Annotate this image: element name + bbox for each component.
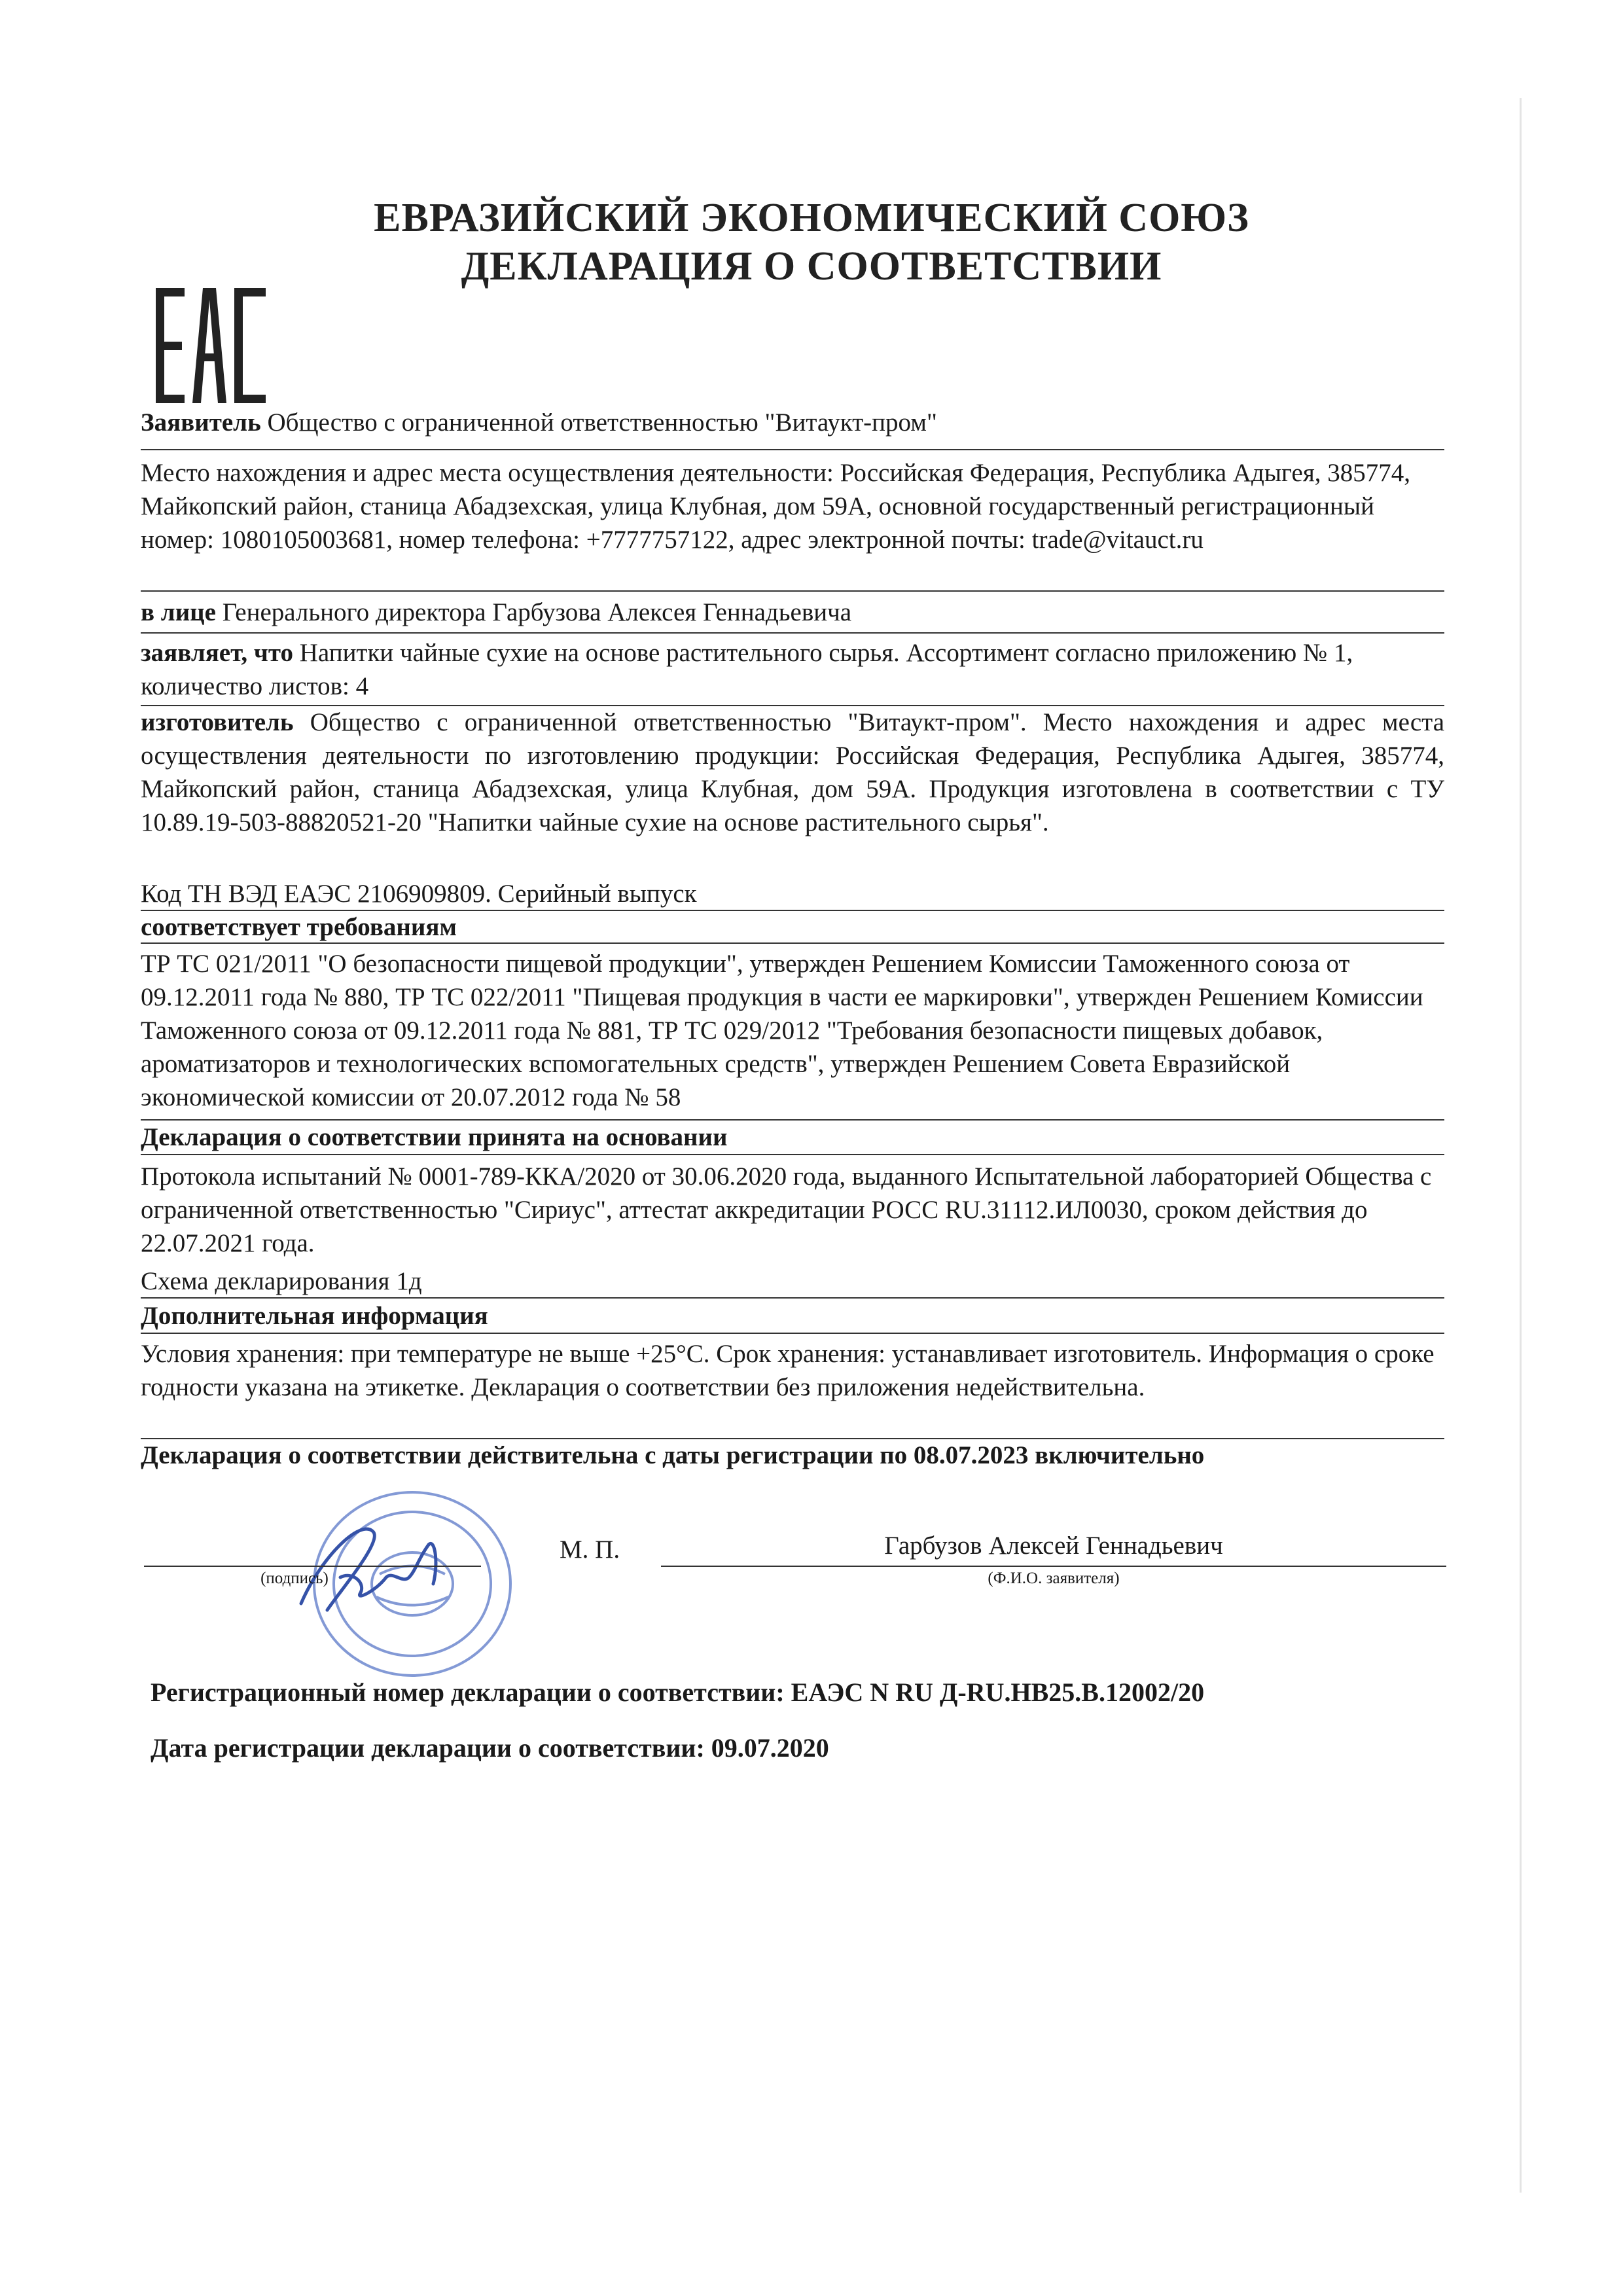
applicant-address: Место нахождения и адрес места осуществления деятельности: Российская Федерация, Республика Адыгея, 385774, Майкопский район, станица Абадзехская, улица Клубная, дом 59А, основной государственный регистрационный номер: 1080105003681, номер телефона: +7777757122, адрес электронной почты: trade@vitauct.ru	[141, 459, 1411, 554]
manufacturer-label: изготовитель	[141, 708, 294, 736]
additional-label: Дополнительная информация	[141, 1302, 488, 1330]
validity-statement: Декларация о соответствии действительна с даты регистрации по 08.07.2023 включительно	[141, 1441, 1205, 1469]
requirements-label: соответствует требованиям	[141, 913, 457, 941]
applicant-full-name: Гарбузов Алексей Геннадьевич	[884, 1532, 1223, 1560]
registration-date: 09.07.2020	[711, 1733, 829, 1763]
representative-label: в лице	[141, 598, 216, 626]
name-caption: (Ф.И.О. заявителя)	[988, 1570, 1120, 1587]
registration-number-row	[151, 1676, 1454, 1709]
divider	[141, 1297, 1444, 1299]
declares-text: Напитки чайные сухие на основе растительного сырья. Ассортимент согласно приложению № 1, количество листов: 4	[141, 639, 1353, 700]
manufacturer-text: Общество с ограниченной ответственностью "Витаукт-пром". Место нахождения и адрес места осуществления деятельности по изготовлению продукции: Российская Федерация, Республика Адыгея, 385774, Майкопский район, станица Абадзехская, улица Клубная, дом 59А. Продукция изготовлена в соответствии с ТУ 10.89.19-503-88820521-20 "Напитки чайные сухие на основе растительного сырья".	[141, 708, 1445, 836]
additional-text: Условия хранения: при температуре не выше +25°С. Срок хранения: устанавливает изготовитель. Информация о сроке годности указана на этикетке. Декларация о соответствии без приложения недействительна.	[141, 1340, 1435, 1401]
registration-date-row	[151, 1731, 1454, 1765]
declaration-scheme: Схема декларирования 1д	[141, 1267, 422, 1295]
divider	[141, 1333, 1444, 1334]
union-title: ЕВРАЗИЙСКИЙ ЭКОНОМИЧЕСКИЙ СОЮЗ	[374, 196, 1249, 240]
applicant-section	[141, 406, 1444, 439]
basis-text: Протокола испытаний № 0001-789-ККА/2020 от 30.06.2020 года, выданного Испытательной лабораторией Общества с ограниченной ответственностью "Сириус", аттестат аккредитации РОСС RU.31112.ИЛ0030, сроком действия до 22.07.2021 года.	[141, 1162, 1432, 1257]
declares-label: заявляет, что	[141, 639, 293, 667]
document-title: ДЕКЛАРАЦИЯ О СООТВЕТСТВИИ	[461, 244, 1162, 289]
basis-label: Декларация о соответствии принята на основании	[141, 1123, 728, 1151]
divider	[141, 449, 1444, 450]
signature-caption: (подпись)	[260, 1570, 329, 1587]
requirements-text: ТР ТС 021/2011 "О безопасности пищевой продукции", утвержден Решением Комиссии Таможенного союза от 09.12.2011 года № 880, ТР ТС 022/2011 "Пищевая продукция в части ее маркировки", утвержден Решением Комиссии Таможенного союза от 09.12.2011 года № 881, ТР ТС 029/2012 "Требования безопасности пищевых добавок, ароматизаторов и технологических вспомогательных средств", утвержден Решением Совета Евразийской экономической комиссии от 20.07.2012 года № 58	[141, 950, 1423, 1111]
divider	[141, 590, 1444, 592]
divider	[141, 632, 1444, 634]
representative-text: Генерального директора Гарбузова Алексея Геннадьевича	[222, 598, 852, 626]
declares-section	[141, 636, 1444, 703]
name-line	[661, 1566, 1446, 1567]
divider	[141, 942, 1444, 944]
manufacturer-section	[141, 706, 1444, 839]
eac-logo	[156, 288, 266, 403]
signature-line	[144, 1566, 481, 1567]
representative-section	[141, 596, 1444, 629]
seal-label: М. П.	[560, 1535, 620, 1564]
registration-date-label: Дата регистрации декларации о соответствии:	[151, 1733, 705, 1763]
tn-ved-code: Код ТН ВЭД ЕАЭС 2106909809. Серийный выпуск	[141, 880, 697, 908]
applicant-name: Общество с ограниченной ответственностью "Витаукт-пром"	[267, 408, 937, 437]
applicant-label: Заявитель	[141, 408, 261, 437]
scan-edge	[1520, 98, 1522, 2193]
registration-number: ЕАЭС N RU Д-RU.НВ25.В.12002/20	[791, 1677, 1205, 1707]
registration-number-label: Регистрационный номер декларации о соответствии:	[151, 1677, 785, 1707]
divider	[141, 1154, 1444, 1155]
